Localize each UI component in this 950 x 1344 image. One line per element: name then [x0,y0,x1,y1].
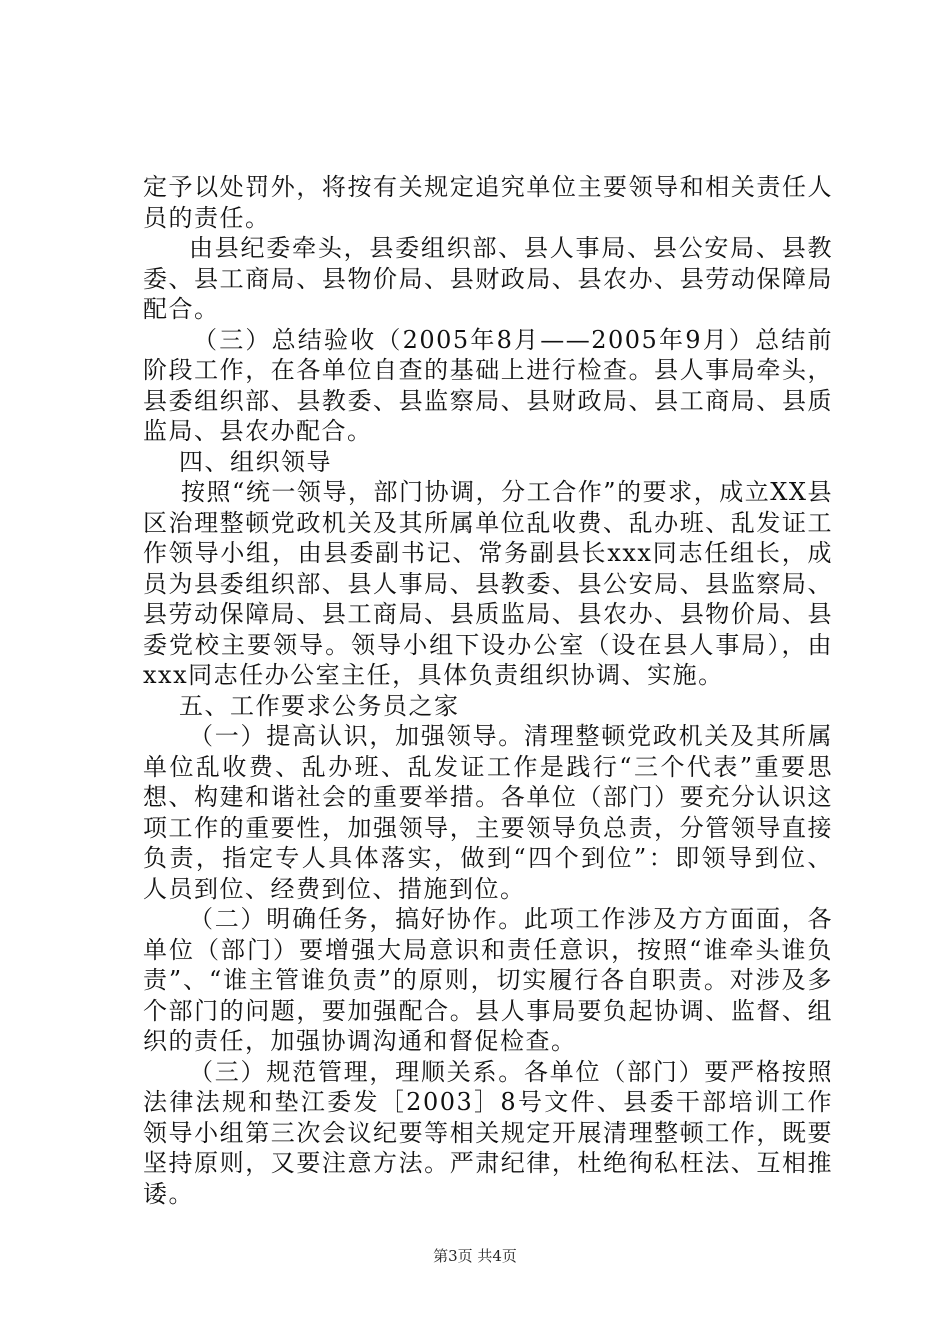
paragraph-summary-acceptance: （三）总结验收（2005年8月——2005年9月）总结前阶段工作，在各单位自查的基础上进行检查。县人事局牵头，县委组织部、县教委、县监察局、县财政局、县工商局、县质监局、县农办配合。 [143,325,833,445]
paragraph-organization: 按照“统一领导，部门协调，分工合作”的要求，成立XX县区治理整顿党政机关及其所属单位乱收费、乱办班、乱发证工作领导小组，由县委副书记、常务副县长xxx同志任组长，成员为县委组织部、县人事局、县教委、县公安局、县监察局、县劳动保障局、县工商局、县质监局、县农办、县物价局、县委党校主要领导。领导小组下设办公室（设在县人事局），由xxx同志任办公室主任，具体负责组织协调、实施。 [143,478,833,689]
page-footer [0,1245,950,1266]
paragraph-continuation: 定予以处罚外，将按有关规定追究单位主要领导和相关责任人员的责任。 [143,173,833,232]
paragraph-requirement-3: （三）规范管理，理顺关系。各单位（部门）要严格按照法律法规和垫江委发［2003］8号文件、县委干部培训工作领导小组第三次会议纪要等相关规定开展清理整顿工作，既要坚持原则，又要注意方法。严肃纪律，杜绝徇私枉法、互相推诿。 [143,1057,833,1208]
document-body [143,172,833,1209]
page-number: 第3页 共4页 [433,1247,517,1265]
paragraph-lead-departments: 由县纪委牵头，县委组织部、县人事局、县公安局、县教委、县工商局、县物价局、县财政局、县农办、县劳动保障局配合。 [143,234,833,323]
paragraph-requirement-2: （二）明确任务，搞好协作。此项工作涉及方方面面，各单位（部门）要增强大局意识和责任意识，按照“谁牵头谁负责”、“谁主管谁负责”的原则，切实履行各自职责。对涉及多个部门的问题，要加强配合。县人事局要负起协调、监督、组织的责任，加强协调沟通和督促检查。 [143,905,833,1055]
paragraph-requirement-1: （一）提高认识，加强领导。清理整顿党政机关及其所属单位乱收费、乱办班、乱发证工作是践行“三个代表”重要思想、构建和谐社会的重要举措。各单位（部门）要充分认识这项工作的重要性，加强领导，主要领导负总责，分管领导直接负责，指定专人具体落实，做到“四个到位”：即领导到位、人员到位、经费到位、措施到位。 [143,722,833,903]
section-heading-requirements: 五、工作要求公务员之家 [179,691,460,720]
section-heading-organization: 四、组织领导 [179,447,332,476]
